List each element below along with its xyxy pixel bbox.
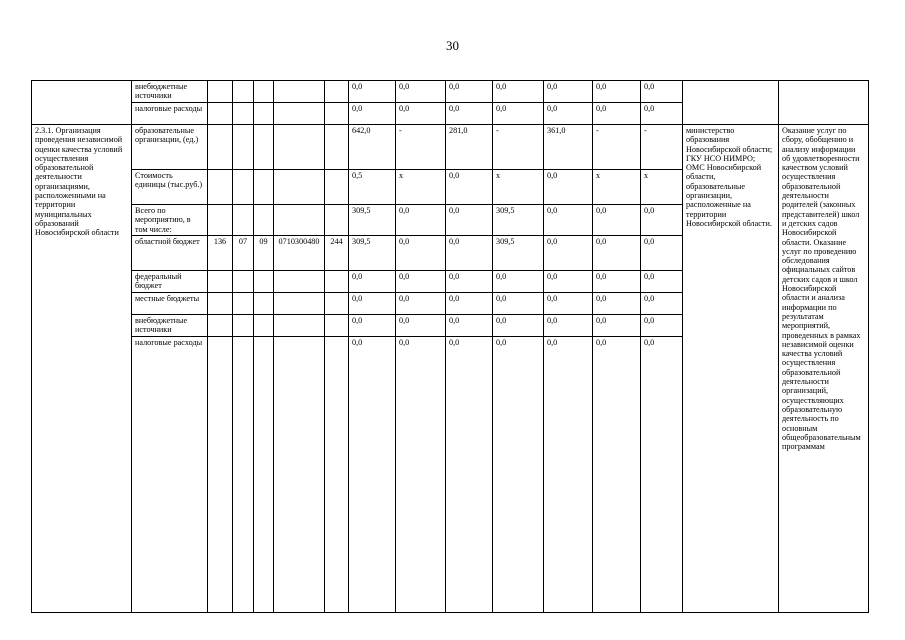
funding-source-label: Всего по мероприятию, в том числе:: [132, 205, 208, 236]
value-cell: 0,0: [544, 314, 593, 336]
value-cell: 0,0: [544, 292, 593, 314]
page-number: 30: [446, 38, 459, 53]
executors: министерство образования Новосибирской области; ГКУ НСО НИМРО; ОМС Новосибирской области, образовательные организации, расположенные на территории Новосибирской области.: [683, 125, 779, 613]
value-cell: 0,5: [349, 170, 396, 205]
program-activities-table: [31, 80, 869, 613]
code-pr: [254, 336, 274, 612]
value-cell: 0,0: [493, 336, 544, 612]
value-cell: 309,5: [349, 205, 396, 236]
value-cell: 0,0: [349, 314, 396, 336]
value-cell: 0,0: [396, 205, 446, 236]
funding-source-label: областной бюджет: [132, 235, 208, 270]
code-rz: 07: [233, 235, 254, 270]
value-cell: 0,0: [641, 81, 683, 103]
value-cell: 0,0: [641, 205, 683, 236]
code-rz: [233, 125, 254, 170]
code-grbs: [208, 125, 233, 170]
value-cell: 0,0: [446, 205, 493, 236]
code-cell: [254, 103, 274, 125]
code-vr: 244: [325, 235, 349, 270]
code-pr: [254, 205, 274, 236]
table-row: [32, 81, 869, 103]
code-grbs: [208, 336, 233, 612]
activity-name-cell-cont: [32, 81, 132, 125]
value-cell: 0,0: [593, 205, 641, 236]
value-cell: 0,0: [593, 103, 641, 125]
value-cell: 0,0: [593, 270, 641, 292]
value-cell: x: [641, 170, 683, 205]
code-csr: [274, 292, 325, 314]
value-cell: -: [593, 125, 641, 170]
value-cell: 0,0: [396, 292, 446, 314]
code-cell: [274, 103, 325, 125]
value-cell: 0,0: [396, 270, 446, 292]
value-cell: 0,0: [349, 103, 396, 125]
code-cell: [254, 81, 274, 103]
value-cell: 309,5: [493, 205, 544, 236]
value-cell: 0,0: [544, 103, 593, 125]
value-cell: 0,0: [544, 205, 593, 236]
executors-cell-cont: [683, 81, 779, 125]
value-cell: 0,0: [446, 270, 493, 292]
value-cell: 0,0: [493, 314, 544, 336]
code-grbs: [208, 292, 233, 314]
code-rz: [233, 270, 254, 292]
value-cell: 0,0: [593, 292, 641, 314]
value-cell: 361,0: [544, 125, 593, 170]
code-csr: [274, 336, 325, 612]
table-row: [32, 125, 869, 170]
code-grbs: [208, 314, 233, 336]
value-cell: 0,0: [396, 314, 446, 336]
code-cell: [233, 103, 254, 125]
code-grbs: 136: [208, 235, 233, 270]
value-cell: 0,0: [544, 336, 593, 612]
value-cell: 0,0: [544, 170, 593, 205]
code-pr: [254, 292, 274, 314]
table-body: [32, 81, 869, 613]
code-pr: [254, 125, 274, 170]
value-cell: 0,0: [641, 235, 683, 270]
code-pr: [254, 270, 274, 292]
value-cell: x: [593, 170, 641, 205]
code-vr: [325, 170, 349, 205]
value-cell: 0,0: [493, 292, 544, 314]
code-vr: [325, 292, 349, 314]
value-cell: -: [641, 125, 683, 170]
value-cell: 0,0: [593, 336, 641, 612]
value-cell: 0,0: [446, 103, 493, 125]
funding-source-label: налоговые расходы: [132, 336, 208, 612]
value-cell: 0,0: [446, 81, 493, 103]
code-cell: [233, 81, 254, 103]
code-pr: [254, 314, 274, 336]
value-cell: 0,0: [544, 81, 593, 103]
code-csr: [274, 314, 325, 336]
value-cell: 0,0: [544, 270, 593, 292]
value-cell: 0,0: [349, 292, 396, 314]
value-cell: 0,0: [349, 81, 396, 103]
value-cell: 0,0: [396, 235, 446, 270]
value-cell: 0,0: [641, 103, 683, 125]
value-cell: 0,0: [349, 270, 396, 292]
code-rz: [233, 292, 254, 314]
code-vr: [325, 336, 349, 612]
code-cell: [325, 81, 349, 103]
code-csr: [274, 170, 325, 205]
code-cell: [208, 81, 233, 103]
value-cell: 0,0: [396, 336, 446, 612]
value-cell: 0,0: [641, 336, 683, 612]
value-cell: 0,0: [446, 170, 493, 205]
expected-results: Оказание услуг по сбору, обобщению и анализу информации об удовлетворенности качеством условий осуществления образовательной деятельности родителей (законных представителей) школ и детских садов Новосибирской области. Оказание услуг по проведению обследования официальных сайтов детских садов и школ Новосибирской области и анализа информации по результатам мероприятий, проведенных в рамках независимой оценки качества условий осуществления образовательной деятельности организаций, осуществляющих образовательную деятельность по основным общеобразовательным программам: [779, 125, 869, 613]
value-cell: 0,0: [641, 270, 683, 292]
activity-name: 2.3.1. Организация проведения независимой оценки качества условий осуществления образовательной деятельности организациями, расположенными на территории муниципальных образований Новосибирской области: [32, 125, 132, 613]
code-grbs: [208, 205, 233, 236]
value-cell: 0,0: [493, 270, 544, 292]
value-cell: x: [396, 170, 446, 205]
value-cell: 0,0: [396, 81, 446, 103]
code-pr: 09: [254, 235, 274, 270]
funding-source-label: внебюджетные источники: [132, 81, 208, 103]
code-csr: [274, 205, 325, 236]
funding-source-label: внебюджетные источники: [132, 314, 208, 336]
value-cell: 0,0: [641, 292, 683, 314]
value-cell: 0,0: [593, 314, 641, 336]
value-cell: 0,0: [593, 81, 641, 103]
code-csr: 0710300480: [274, 235, 325, 270]
value-cell: 0,0: [349, 336, 396, 612]
funding-source-label: налоговые расходы: [132, 103, 208, 125]
value-cell: 281,0: [446, 125, 493, 170]
funding-source-label: Стоимость единицы (тыс.руб.): [132, 170, 208, 205]
code-vr: [325, 270, 349, 292]
code-csr: [274, 270, 325, 292]
code-cell: [274, 81, 325, 103]
code-vr: [325, 314, 349, 336]
value-cell: 309,5: [493, 235, 544, 270]
code-rz: [233, 205, 254, 236]
results-cell-cont: [779, 81, 869, 125]
value-cell: -: [493, 125, 544, 170]
code-pr: [254, 170, 274, 205]
funding-source-label: федеральный бюджет: [132, 270, 208, 292]
value-cell: 0,0: [446, 314, 493, 336]
code-vr: [325, 125, 349, 170]
code-csr: [274, 125, 325, 170]
value-cell: 0,0: [493, 103, 544, 125]
code-vr: [325, 205, 349, 236]
value-cell: 0,0: [446, 235, 493, 270]
funding-source-label: местные бюджеты: [132, 292, 208, 314]
value-cell: -: [396, 125, 446, 170]
value-cell: 0,0: [396, 103, 446, 125]
code-cell: [208, 103, 233, 125]
value-cell: 0,0: [446, 336, 493, 612]
value-cell: 0,0: [641, 314, 683, 336]
code-rz: [233, 314, 254, 336]
code-rz: [233, 170, 254, 205]
value-cell: 642,0: [349, 125, 396, 170]
value-cell: 0,0: [493, 81, 544, 103]
code-grbs: [208, 270, 233, 292]
value-cell: 0,0: [544, 235, 593, 270]
value-cell: 0,0: [446, 292, 493, 314]
value-cell: 309,5: [349, 235, 396, 270]
value-cell: x: [493, 170, 544, 205]
code-rz: [233, 336, 254, 612]
code-grbs: [208, 170, 233, 205]
code-cell: [325, 103, 349, 125]
funding-source-label: образовательные организации, (ед.): [132, 125, 208, 170]
value-cell: 0,0: [593, 235, 641, 270]
